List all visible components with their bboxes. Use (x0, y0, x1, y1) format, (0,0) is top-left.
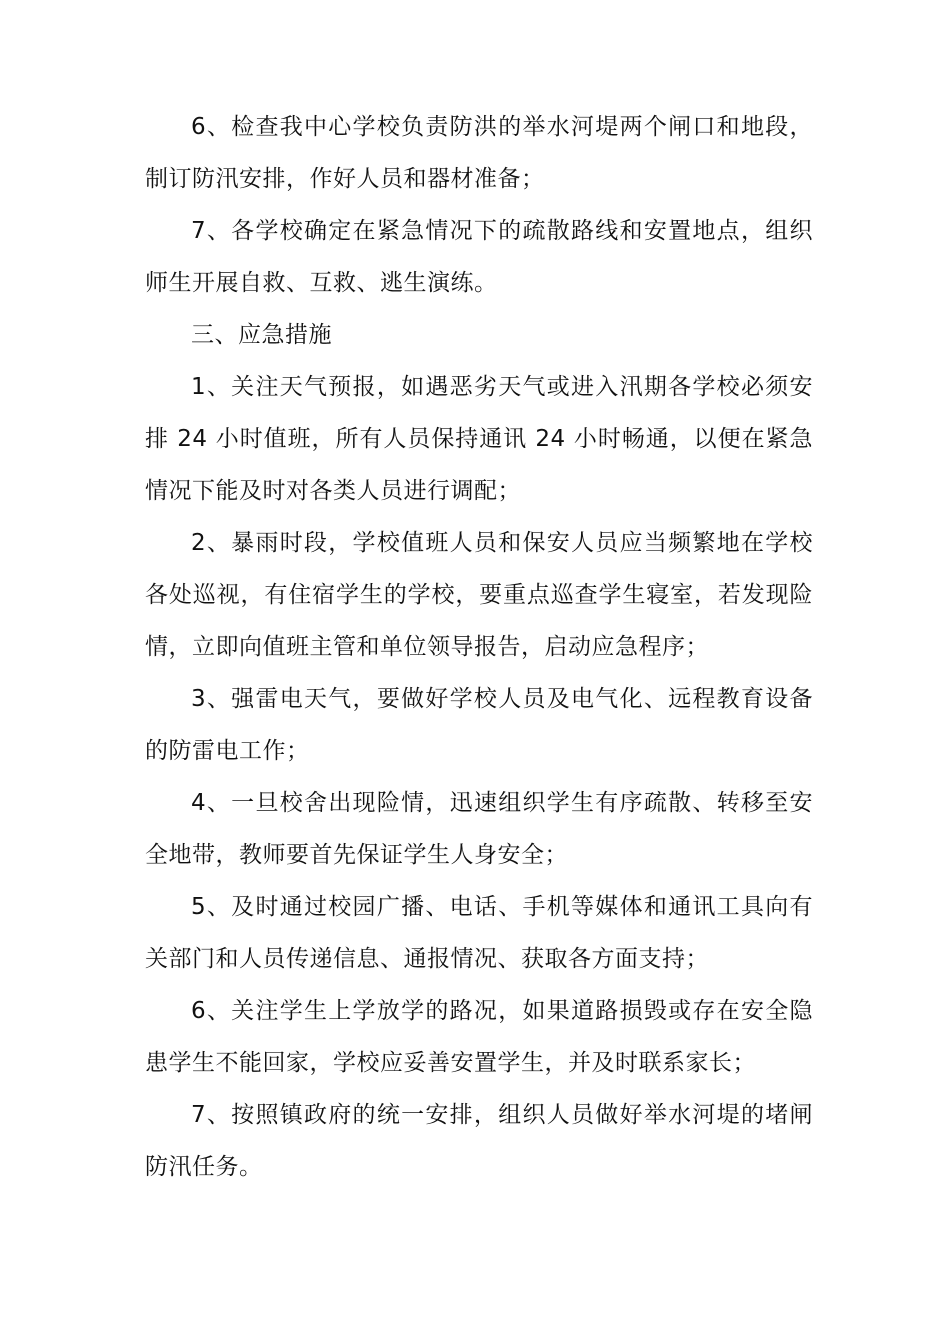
paragraph-evacuation-routes: 7、各学校确定在紧急情况下的疏散路线和安置地点，组织师生开展自救、互救、逃生演练。 (145, 218, 813, 296)
document-body (145, 101, 813, 1193)
paragraph-building-danger: 4、一旦校舍出现险情，迅速组织学生有序疏散、转移至安全地带，教师要首先保证学生人身安全； (145, 790, 813, 868)
paragraph-information-transfer: 5、及时通过校园广播、电话、手机等媒体和通讯工具向有关部门和人员传递信息、通报情况、获取各方面支持； (145, 894, 813, 972)
section-heading-emergency-measures: 三、应急措施 (191, 322, 332, 348)
paragraph-road-conditions: 6、关注学生上学放学的路况，如果道路损毁或存在安全隐患学生不能回家，学校应妥善安置学生，并及时联系家长； (145, 998, 813, 1076)
paragraph-rainstorm-patrol: 2、暴雨时段，学校值班人员和保安人员应当频繁地在学校各处巡视，有住宿学生的学校，要重点巡查学生寝室，若发现险情，立即向值班主管和单位领导报告，启动应急程序； (145, 530, 813, 660)
paragraph-flood-task: 7、按照镇政府的统一安排，组织人员做好举水河堤的堵闸防汛任务。 (145, 1102, 813, 1180)
paragraph-flood-gate-check: 6、检查我中心学校负责防洪的举水河堤两个闸口和地段，制订防汛安排，作好人员和器材准备； (145, 114, 813, 192)
paragraph-lightning-protection: 3、强雷电天气，要做好学校人员及电气化、远程教育设备的防雷电工作； (145, 686, 813, 764)
paragraph-weather-forecast: 1、关注天气预报，如遇恶劣天气或进入汛期各学校必须安排 24 小时值班，所有人员保持通讯 24 小时畅通，以便在紧急情况下能及时对各类人员进行调配； (145, 374, 813, 504)
